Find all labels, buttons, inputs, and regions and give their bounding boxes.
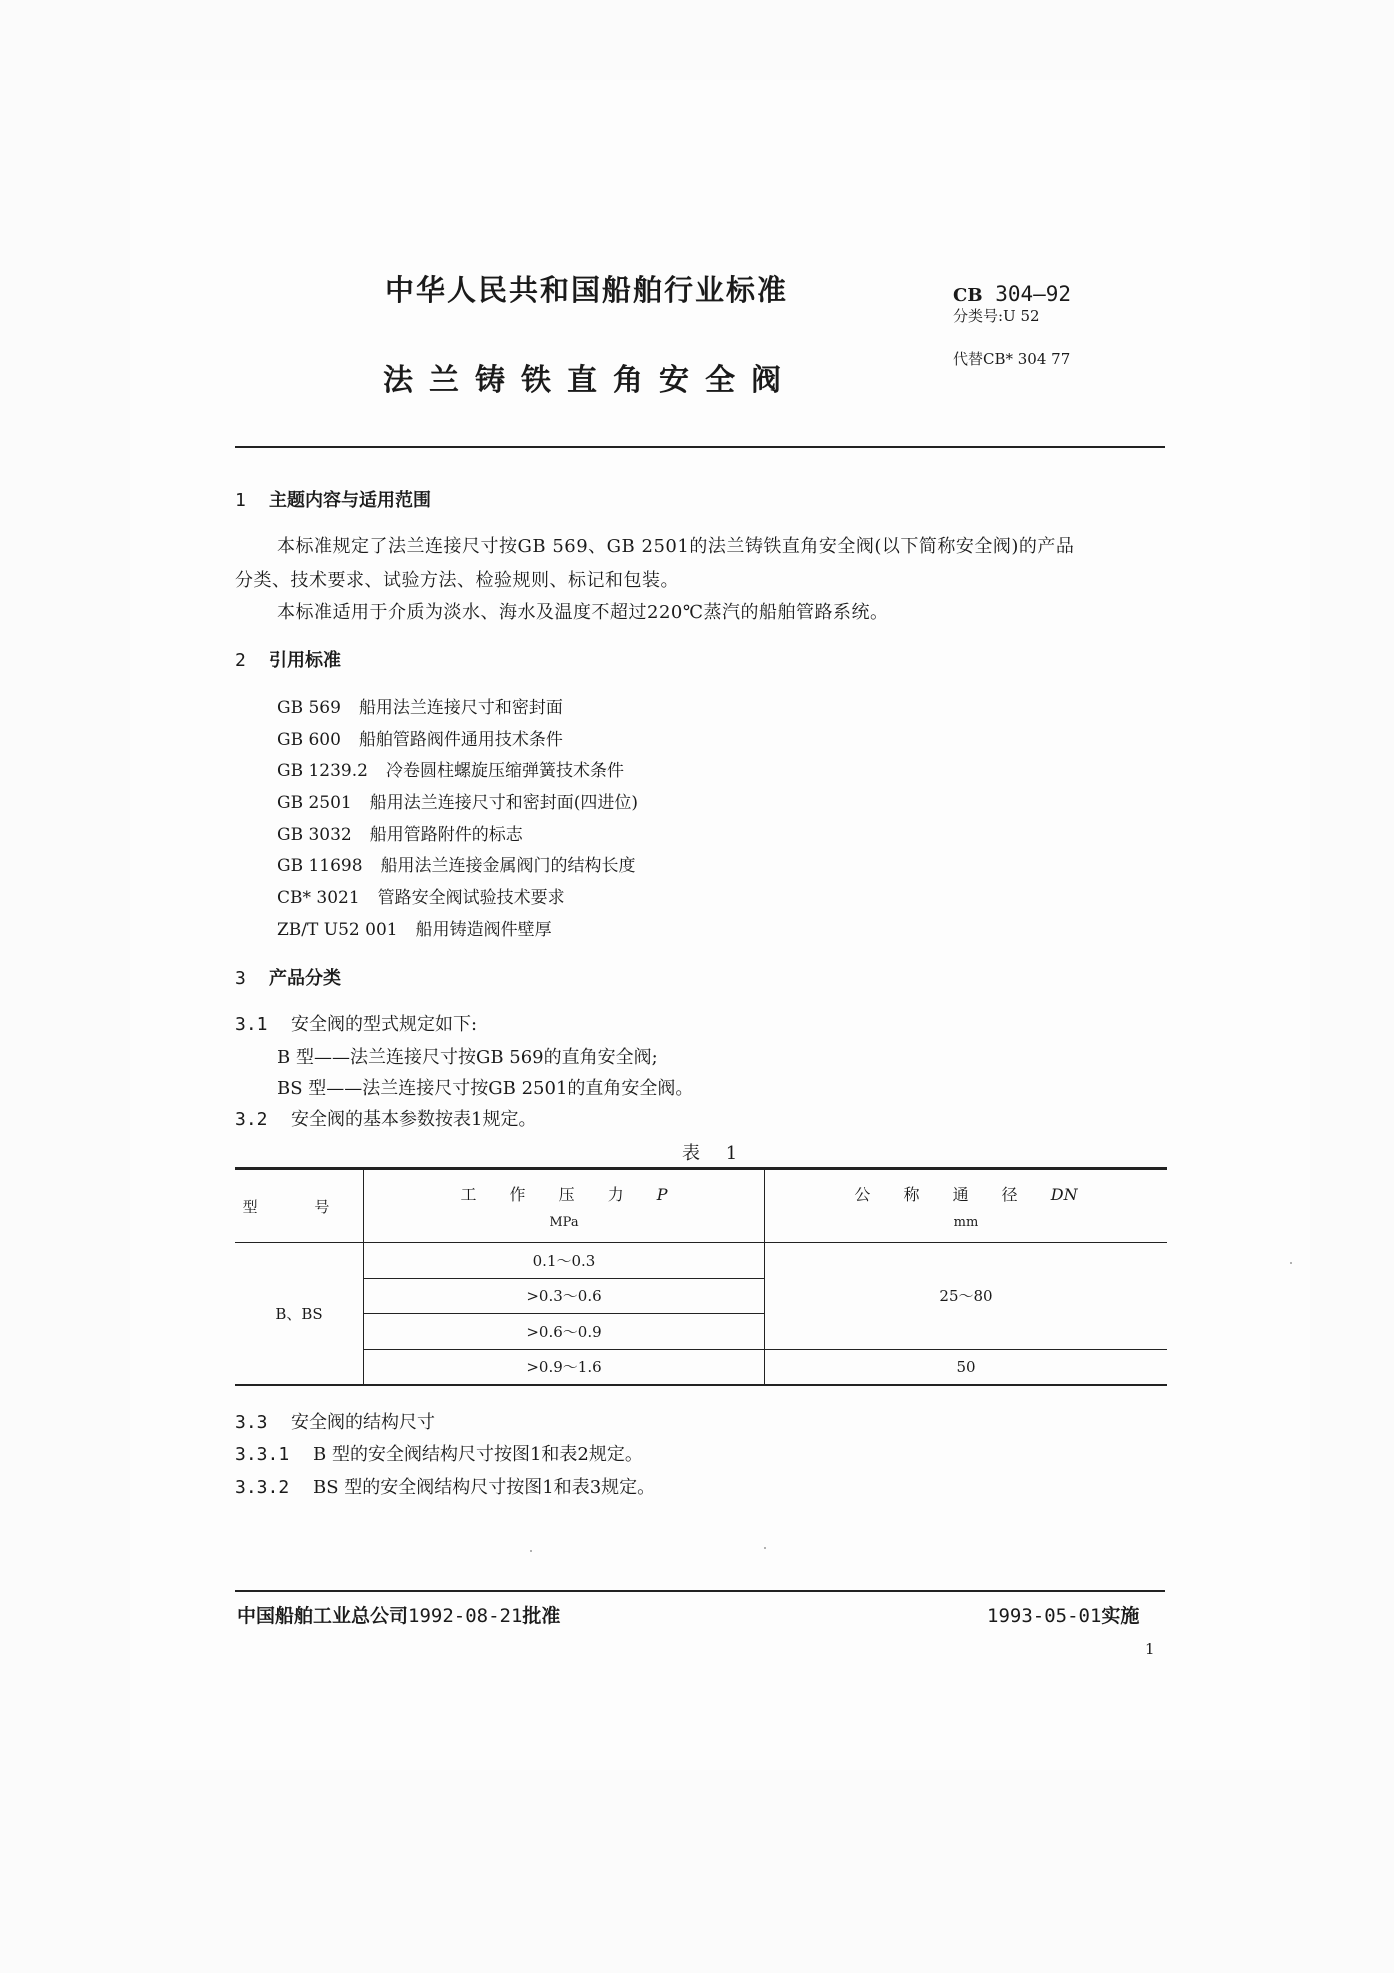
- reference-item: [277, 788, 638, 820]
- replaces-standard: 代替CB* 304 77: [953, 350, 1071, 368]
- diameter-symbol: DN: [1050, 1185, 1078, 1204]
- section-number: 1: [235, 490, 246, 511]
- reference-code: CB* 3021: [277, 888, 360, 909]
- approved-label: 批准: [522, 1605, 561, 1627]
- clause-number: 3.1: [235, 1014, 268, 1035]
- section-number: 3: [235, 968, 246, 989]
- clause-text: B 型的安全阀结构尺寸按图1和表2规定。: [313, 1444, 643, 1465]
- reference-name: 冷卷圆柱螺旋压缩弹簧技术条件: [385, 761, 624, 782]
- clause-number: 3.3: [235, 1412, 268, 1433]
- reference-item: [277, 725, 638, 757]
- approved-date: 1992-08-21: [408, 1605, 523, 1627]
- reference-name: 船用管路附件的标志: [369, 824, 523, 845]
- effective-line: [987, 1601, 1139, 1628]
- reference-name: 船舶管路阀件通用技术条件: [358, 729, 563, 750]
- clause-number: 3.3.2: [235, 1477, 290, 1498]
- clause-text: 安全阀的基本参数按表1规定。: [291, 1109, 537, 1130]
- cell-pressure: >0.6～0.9: [364, 1314, 765, 1350]
- header-type: 型 号: [235, 1169, 364, 1243]
- document-title: 法兰铸铁直角安全阀: [383, 363, 797, 398]
- reference-code: GB 11698: [277, 856, 363, 877]
- clause-number: 3.3.1: [235, 1444, 290, 1465]
- cell-pressure: >0.9～1.6: [364, 1349, 765, 1385]
- standard-title: 中华人民共和国船舶行业标准: [385, 273, 789, 307]
- reference-name: 船用法兰连接尺寸和密封面(四进位): [369, 793, 639, 814]
- reference-name: 船用法兰连接金属阀门的结构长度: [380, 856, 636, 877]
- reference-item: [277, 915, 638, 947]
- section-1-heading: [235, 486, 431, 512]
- cell-pressure: 0.1～0.3: [364, 1243, 765, 1279]
- effective-label: 实施: [1101, 1605, 1140, 1627]
- reference-name: 船用法兰连接尺寸和密封面: [358, 698, 563, 718]
- header-nominal-diameter: [765, 1169, 1168, 1243]
- reference-code: ZB/T U52 001: [277, 919, 398, 940]
- cell-diameter: 25～80: [765, 1243, 1168, 1350]
- table-header-row: [235, 1169, 1167, 1243]
- reference-code: GB 2501: [277, 793, 352, 814]
- classification-number: 分类号:U 52: [953, 307, 1040, 325]
- footer-divider: [235, 1590, 1165, 1592]
- clause-3-3-2: [235, 1473, 655, 1499]
- reference-item: [277, 851, 638, 883]
- code-prefix: CB: [953, 285, 983, 306]
- pressure-symbol: P: [656, 1185, 668, 1204]
- reference-item: [277, 756, 638, 788]
- section-3-heading: [235, 964, 341, 990]
- effective-date: 1993-05-01: [987, 1605, 1102, 1627]
- reference-code: GB 569: [277, 698, 341, 718]
- standard-code: [953, 282, 1071, 306]
- cell-diameter: 50: [765, 1349, 1168, 1385]
- approval-line: [237, 1601, 560, 1628]
- scan-speck: [1290, 1262, 1292, 1264]
- reference-code: GB 3032: [277, 824, 352, 845]
- table-row: [235, 1243, 1167, 1279]
- clause-3-3: [235, 1408, 435, 1434]
- section-1-para-1-line-2: 分类、技术要求、试验方法、检验规则、标记和包装。: [235, 570, 679, 591]
- clause-number: 3.2: [235, 1109, 268, 1130]
- diameter-label: 公 称 通 径 DN: [854, 1185, 1078, 1204]
- reference-code: GB 600: [277, 729, 341, 750]
- table-1: [235, 1167, 1167, 1386]
- section-1-para-2: 本标准适用于介质为淡水、海水及温度不超过220℃蒸汽的船舶管路系统。: [277, 602, 889, 623]
- reference-item: [277, 883, 638, 915]
- clause-3-1: [235, 1010, 477, 1036]
- reference-name: 管路安全阀试验技术要求: [377, 888, 565, 909]
- clause-3-3-1: [235, 1440, 643, 1466]
- reference-item: [277, 693, 638, 725]
- pressure-unit: MPa: [549, 1215, 579, 1230]
- clause-text: 安全阀的结构尺寸: [291, 1412, 435, 1433]
- table-row: [235, 1349, 1167, 1385]
- code-number: 304—92: [995, 282, 1072, 306]
- reference-list: [277, 693, 638, 947]
- section-title: 主题内容与适用范围: [269, 490, 431, 511]
- scan-speck: [764, 1547, 766, 1549]
- clause-3-1-type-b: B 型——法兰连接尺寸按GB 569的直角安全阀;: [277, 1047, 658, 1068]
- cell-type: B、BS: [235, 1243, 364, 1386]
- issuer: 中国船舶工业总公司: [237, 1605, 409, 1627]
- header-pressure: [364, 1169, 765, 1243]
- clause-3-1-type-bs: BS 型——法兰连接尺寸按GB 2501的直角安全阀。: [277, 1078, 694, 1099]
- page-number: 1: [1145, 1640, 1155, 1658]
- section-title: 产品分类: [269, 968, 341, 989]
- header-divider: [235, 446, 1165, 448]
- section-title: 引用标准: [269, 650, 341, 671]
- pressure-label: 工 作 压 力 P: [460, 1185, 668, 1204]
- reference-item: [277, 820, 638, 852]
- scan-speck: [530, 1550, 532, 1552]
- reference-name: 船用铸造阀件壁厚: [415, 919, 552, 940]
- table-1-caption: 表 1: [682, 1143, 748, 1164]
- section-2-heading: [235, 646, 341, 672]
- cell-pressure: >0.3～0.6: [364, 1278, 765, 1314]
- clause-text: 安全阀的型式规定如下:: [291, 1014, 478, 1035]
- clause-3-2: [235, 1105, 536, 1131]
- section-1-para-1-line-1: 本标准规定了法兰连接尺寸按GB 569、GB 2501的法兰铸铁直角安全阀(以下简称安全阀)的产品: [277, 536, 1075, 557]
- section-number: 2: [235, 650, 246, 671]
- clause-text: BS 型的安全阀结构尺寸按图1和表3规定。: [313, 1477, 656, 1498]
- reference-code: GB 1239.2: [277, 761, 368, 782]
- diameter-unit: mm: [953, 1215, 979, 1230]
